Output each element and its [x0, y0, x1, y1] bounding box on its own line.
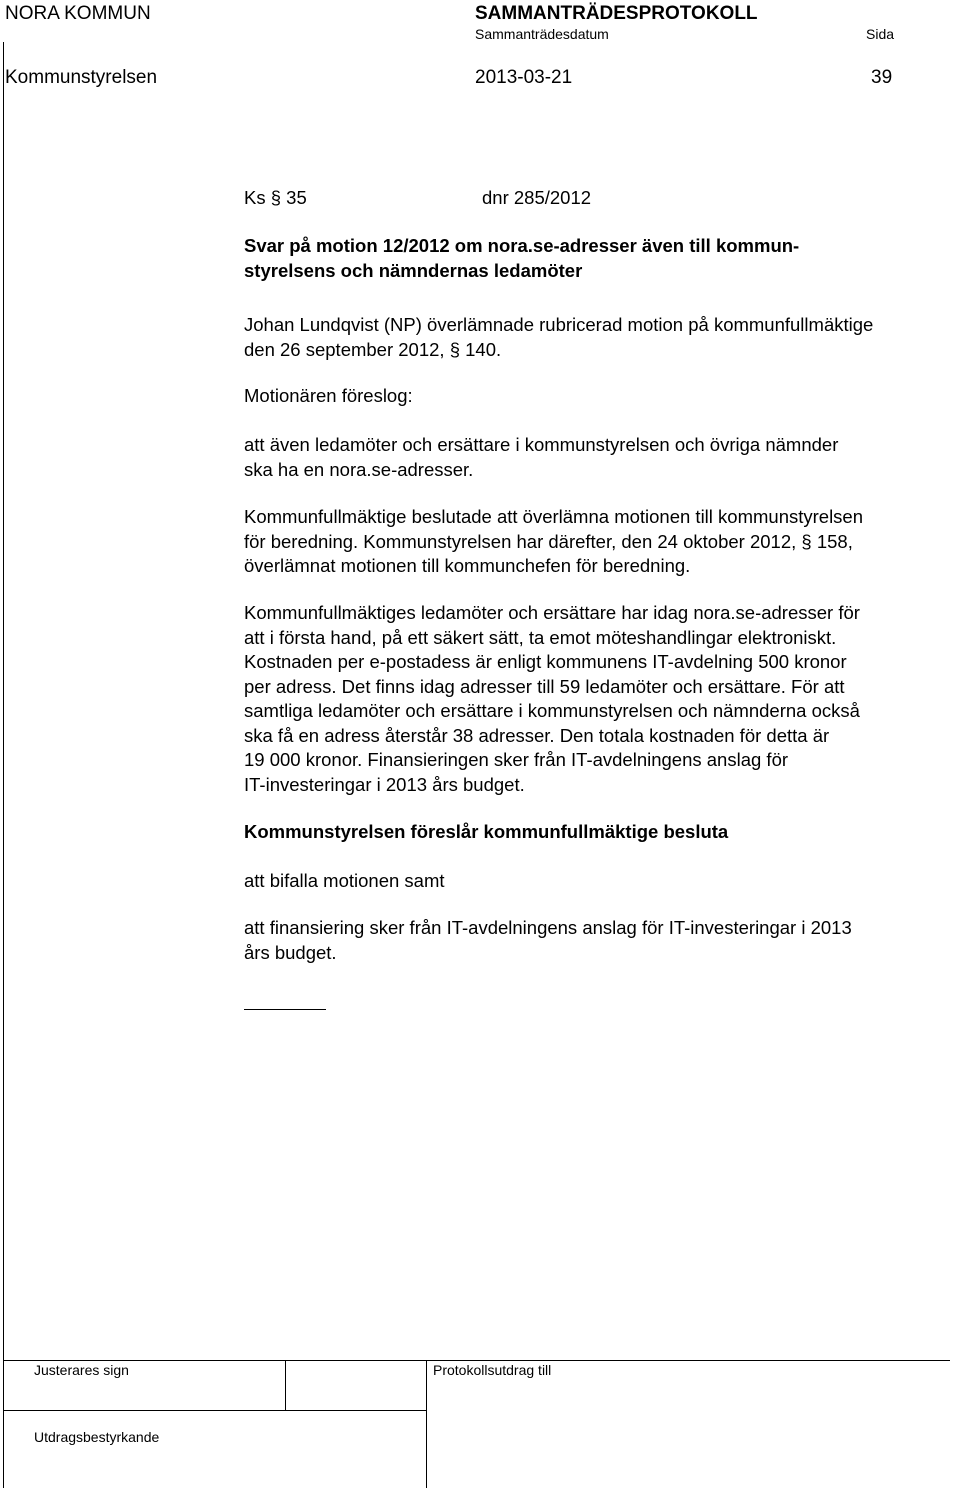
text-line: att även ledamöter och ersättare i kommunstyrelsen och övriga nämnder: [244, 434, 839, 455]
footer-top-rule: [3, 1360, 950, 1361]
text-line: per adress. Det finns idag adresser till 59 ledamöter och ersättare. För att: [244, 675, 845, 697]
paragraph-proposal: [244, 433, 960, 482]
paragraph-proposer-label: [244, 384, 960, 409]
section-end-rule: [244, 1009, 326, 1010]
protokollsutdrag-label: Protokollsutdrag till: [433, 1362, 552, 1378]
text-line: för beredning. Kommunstyrelsen har därefter, den 24 oktober 2012, § 158,: [244, 530, 853, 552]
meeting-date-label: Sammanträdesdatum: [475, 26, 609, 42]
text-line: Motionären föreslog:: [244, 385, 413, 406]
text-line: års budget.: [244, 941, 337, 963]
committee-name: Kommunstyrelsen: [5, 67, 158, 88]
footer-middle-rule: [3, 1410, 426, 1411]
text-line: Kommunfullmäktige beslutade att överlämna motionen till kommunstyrelsen: [244, 506, 864, 527]
text-line: IT-investeringar i 2013 års budget.: [244, 773, 525, 795]
org-name: NORA KOMMUN: [5, 3, 151, 24]
text-line: Kommunfullmäktiges ledamöter och ersättare har idag nora.se-adresser för: [244, 602, 860, 623]
paragraph-decision-2: [244, 916, 960, 965]
text-line: samtliga ledamöter och ersättare i kommunstyrelsen och nämnderna också: [244, 700, 860, 721]
justerare-sign-label: Justerares sign: [34, 1362, 129, 1378]
paragraph-referral: [244, 505, 960, 579]
proposal-heading: Kommunstyrelsen föreslår kommunfullmäktige besluta: [244, 821, 729, 842]
utdragsbestyrkande-label: Utdragsbestyrkande: [34, 1429, 160, 1445]
text-line: överlämnat motionen till kommunchefen för beredning.: [244, 555, 691, 576]
paragraph-submission: [244, 313, 960, 362]
page-label: Sida: [866, 26, 895, 42]
margin-rule: [3, 42, 4, 1488]
text-line: ska ha en nora.se-adresser.: [244, 458, 474, 480]
footer-divider-1: [285, 1360, 286, 1410]
meeting-date: 2013-03-21: [475, 67, 573, 88]
text-line: Johan Lundqvist (NP) överlämnade rubricerad motion på kommunfullmäktige: [244, 314, 874, 335]
case-number: Ks § 35: [244, 187, 307, 208]
title-line: Svar på motion 12/2012 om nora.se-adresser även till kommun-: [244, 235, 800, 256]
text-line: att finansiering sker från IT-avdelningens anslag för IT-investeringar i 2013: [244, 917, 852, 938]
page-number: 39: [871, 67, 893, 88]
text-line: den 26 september 2012, § 140.: [244, 338, 502, 360]
title-line: styrelsens och nämndernas ledamöter: [244, 259, 583, 281]
text-line: att bifalla motionen samt: [244, 870, 445, 891]
motion-title: [244, 234, 960, 283]
case-dnr: dnr 285/2012: [482, 187, 592, 208]
footer-divider-2: [426, 1360, 427, 1488]
document-type: SAMMANTRÄDESPROTOKOLL: [475, 3, 758, 24]
text-line: 19 000 kronor. Finansieringen sker från IT-avdelningens anslag för: [244, 749, 789, 770]
text-line: ska få en adress återstår 38 adresser. Den totala kostnaden för detta är: [244, 724, 830, 746]
text-line: att i första hand, på ett säkert sätt, ta emot möteshandlingar elektroniskt.: [244, 626, 837, 648]
text-line: Kostnaden per e-postadess är enligt kommunens IT-avdelning 500 kronor: [244, 651, 847, 672]
paragraph-cost: [244, 601, 960, 797]
paragraph-decision-1: [244, 869, 960, 894]
